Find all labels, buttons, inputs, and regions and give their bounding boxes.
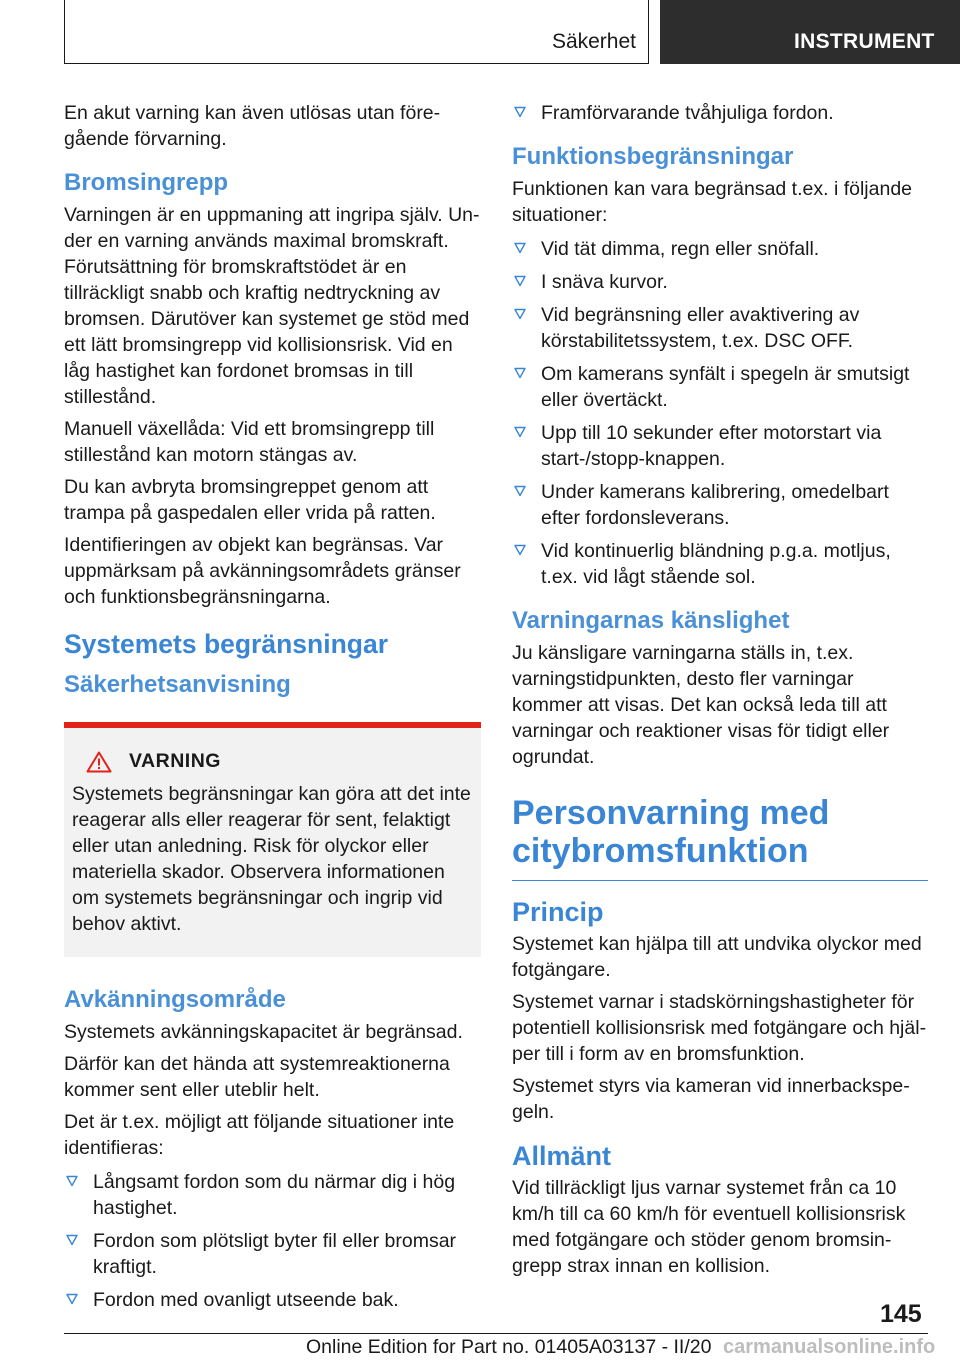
brake-paragraph: Identifieringen av objekt kan begränsas. Var uppmärksam på avkänningsområdets gränser och funktionsbegränsningarna.	[64, 534, 461, 608]
warning-triangle-icon	[86, 751, 112, 773]
detection-paragraph: Det är t.ex. möjligt att följande situationer inte identifieras:	[64, 1111, 455, 1159]
watermark-logo: carmanualsonline.info	[723, 1336, 936, 1358]
func-heading: Funktionsbegränsningar	[512, 143, 794, 170]
list-item	[512, 236, 928, 262]
list-item-text: Vid begränsning eller avaktivering av körstabilitetssystem, t.ex. DSC OFF.	[541, 304, 860, 352]
header-section-tab	[64, 0, 649, 64]
general-heading: Allmänt	[512, 1141, 612, 1171]
list-item-text: Under kamerans kalibrering, omedelbart efter fordonsleverans.	[541, 481, 889, 529]
warning-box	[64, 722, 481, 957]
right-column	[512, 100, 928, 1285]
triangle-bullet-icon	[514, 426, 526, 438]
list-item-text: Fordon som plötsligt byter fil eller bromsar kraftigt.	[93, 1230, 457, 1278]
func-intro: Funktionen kan vara begränsad t.ex. i följande situationer:	[512, 178, 913, 226]
triangle-bullet-icon	[514, 485, 526, 497]
list-item	[64, 1169, 481, 1221]
triangle-bullet-icon	[514, 275, 526, 287]
sensitivity-heading: Varningarnas känslighet	[512, 607, 790, 634]
left-column	[64, 100, 481, 1320]
triangle-bullet-icon	[514, 367, 526, 379]
list-item-text: Långsamt fordon som du närmar dig i hög hastighet.	[93, 1171, 456, 1219]
detection-paragraph: Därför kan det hända att systemreaktionerna kommer sent eller uteblir helt.	[64, 1053, 450, 1101]
footer-divider	[64, 1333, 928, 1334]
list-item	[64, 1287, 481, 1313]
principle-paragraph: Systemet styrs via kameran vid innerbackspegeln.	[512, 1075, 910, 1123]
list-item	[512, 100, 928, 126]
triangle-bullet-icon	[66, 1293, 78, 1305]
detection-paragraph: Systemets avkänningskapacitet är begränsad.	[64, 1021, 463, 1043]
triangle-bullet-icon	[514, 308, 526, 320]
list-item-text: Upp till 10 sekunder efter motorstart via start-/stopp-knappen.	[541, 422, 882, 470]
chapter-title: INSTRUMENT	[794, 30, 935, 53]
list-item	[512, 538, 928, 590]
list-item-text: Framförvarande tvåhjuliga fordon.	[541, 102, 834, 124]
principle-paragraph: Systemet varnar i stadskörningshastigheter för potentiell kollisionsrisk med fotgängare och hjälper till i form av en bromsfunktion.	[512, 991, 927, 1065]
edition-text: Online Edition for Part no. 01405A03137 - II/20	[306, 1336, 712, 1358]
warning-title: VARNING	[129, 750, 221, 772]
limits-heading: Systemets begränsningar	[64, 629, 389, 659]
triangle-bullet-icon	[514, 242, 526, 254]
top-list	[512, 100, 928, 126]
principle-heading: Princip	[512, 897, 604, 927]
brake-heading: Bromsingrepp	[64, 169, 229, 196]
list-item	[512, 269, 928, 295]
detection-heading: Avkänningsområde	[64, 986, 286, 1013]
sensitivity-text: Ju känsligare varningarna ställs in, t.ex. varningstidpunkten, desto fler varningar kommer att visas. Det kan också leda till att varningar och reaktioner visas för tidigt eller ogrundat.	[512, 642, 890, 768]
page-number: 145	[880, 1300, 922, 1328]
warning-text: Systemets begränsningar kan göra att det inte reagerar alls eller reagerar för sent, felaktigt eller utan anledning. Risk för olyckor eller materiella skador. Observera informationen om systemets begränsningar och ingrip vid behov aktivt.	[72, 783, 471, 935]
func-list	[512, 236, 928, 590]
person-warning-heading: Personvarning med citybromsfunktion	[512, 794, 928, 881]
list-item	[512, 302, 928, 354]
list-item-text: Vid tät dimma, regn eller snöfall.	[541, 238, 820, 260]
triangle-bullet-icon	[66, 1175, 78, 1187]
list-item	[512, 420, 928, 472]
brake-paragraph: Varningen är en uppmaning att ingripa själv. Under en varning används maximal bromskraft. Förutsättning för bromskraftstödet är en tillräckligt snabb och kraftig nedtryckning av bromsen. Därutöver kan systemet ge stöd med ett lätt bromsingrepp vid kollisionsrisk. Vid en låg hastighet kan fordonet bromsas in till stillestånd.	[64, 204, 480, 408]
list-item-text: Fordon med ovanligt utseende bak.	[93, 1289, 399, 1311]
list-item	[64, 1228, 481, 1280]
triangle-bullet-icon	[514, 106, 526, 118]
warning-header	[86, 750, 471, 773]
triangle-bullet-icon	[66, 1234, 78, 1246]
list-item-text: Om kamerans synfält i spegeln är smutsigt eller övertäckt.	[541, 363, 910, 411]
list-item-text: I snäva kurvor.	[541, 271, 668, 293]
intro-paragraph: En akut varning kan även utlösas utan föregående förvarning.	[64, 102, 441, 150]
principle-paragraph: Systemet kan hjälpa till att undvika olyckor med fotgängare.	[512, 933, 922, 981]
triangle-bullet-icon	[514, 544, 526, 556]
list-item-text: Vid kontinuerlig bländning p.g.a. motljus, t.ex. vid lågt stående sol.	[541, 540, 891, 588]
section-title: Säkerhet	[551, 30, 636, 53]
safety-heading: Säkerhetsanvisning	[64, 671, 291, 698]
detection-list	[64, 1169, 481, 1313]
list-item	[512, 479, 928, 531]
brake-paragraph: Manuell växellåda: Vid ett bromsingrepp till stillestånd kan motorn stängas av.	[64, 418, 435, 466]
list-item	[512, 361, 928, 413]
header-chapter-tab	[660, 0, 960, 64]
general-text: Vid tillräckligt ljus varnar systemet från ca 10 km/h till ca 60 km/h för eventuell kollisionsrisk med fotgängare och stöder genom bromsingrepp strax innan en kollision.	[512, 1177, 906, 1277]
brake-paragraph: Du kan avbryta bromsingreppet genom att trampa på gaspedalen eller vrida på ratten.	[64, 476, 436, 524]
